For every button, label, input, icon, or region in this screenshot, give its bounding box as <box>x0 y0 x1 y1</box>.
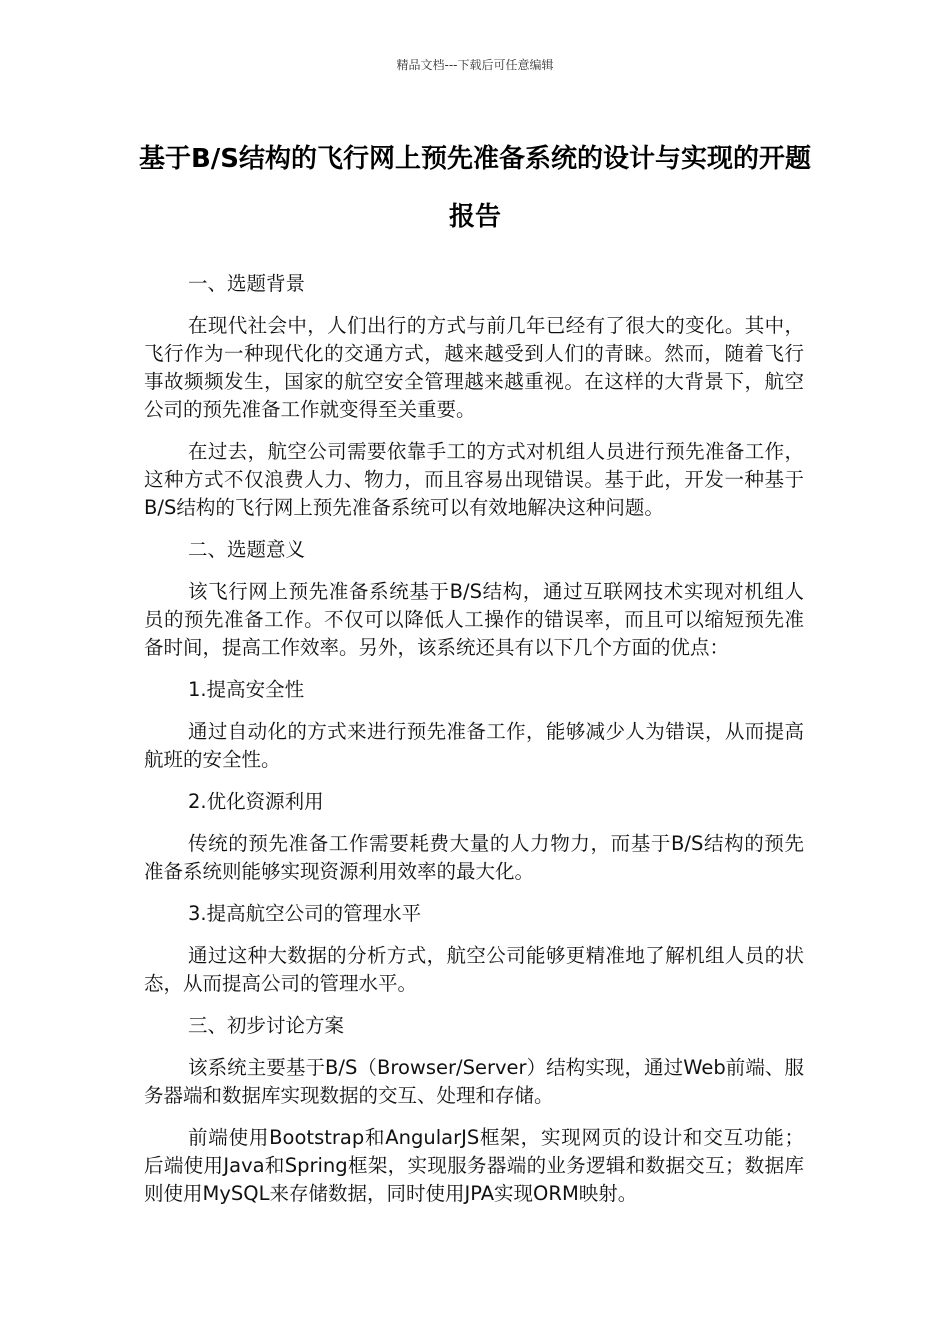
section-heading-plan: 三、初步讨论方案 <box>188 1014 345 1037</box>
paragraph-plan-2: 前端使用Bootstrap和AngularJS框架，实现网页的设计和交互功能；后端使用Java和Spring框架，实现服务器端的业务逻辑和数据交互；数据库则使用MySQL来存储数据，同时使用JPA实现ORM映射。 <box>144 1126 804 1205</box>
subheading-resources: 2.优化资源利用 <box>188 790 324 813</box>
paragraph-background-1: 在现代社会中，人们出行的方式与前几年已经有了很大的变化。其中，飞行作为一种现代化的交通方式，越来越受到人们的青睐。然而，随着飞行事故频频发生，国家的航空安全管理越来越重视。在这样的大背景下，航空公司的预先准备工作就变得至关重要。 <box>144 314 804 421</box>
subheading-safety: 1.提高安全性 <box>188 678 305 701</box>
paragraph-resources: 传统的预先准备工作需要耗费大量的人力物力，而基于B/S结构的预先准备系统则能够实现资源利用效率的最大化。 <box>144 832 804 883</box>
subheading-management: 3.提高航空公司的管理水平 <box>188 902 422 925</box>
section-heading-significance: 二、选题意义 <box>188 538 306 561</box>
paragraph-plan-1: 该系统主要基于B/S（Browser/Server）结构实现，通过Web前端、服务器端和数据库实现数据的交互、处理和存储。 <box>144 1056 804 1107</box>
paragraph-management: 通过这种大数据的分析方式，航空公司能够更精准地了解机组人员的状态，从而提高公司的管理水平。 <box>144 944 804 995</box>
paragraph-significance: 该飞行网上预先准备系统基于B/S结构，通过互联网技术实现对机组人员的预先准备工作。不仅可以降低人工操作的错误率，而且可以缩短预先准备时间，提高工作效率。另外，该系统还具有以下几个方面的优点： <box>144 580 804 659</box>
header-note: 精品文档---下载后可任意编辑 <box>396 58 554 72</box>
paragraph-safety: 通过自动化的方式来进行预先准备工作，能够减少人为错误，从而提高航班的安全性。 <box>144 720 804 771</box>
document-title: 基于B/S结构的飞行网上预先准备系统的设计与实现的开题报告 <box>138 144 812 232</box>
paragraph-background-2: 在过去，航空公司需要依靠手工的方式对机组人员进行预先准备工作，这种方式不仅浪费人力、物力，而且容易出现错误。基于此，开发一种基于B/S结构的飞行网上预先准备系统可以有效地解决这种问题。 <box>144 440 804 519</box>
document-body <box>144 270 804 1222</box>
section-heading-background: 一、选题背景 <box>188 272 306 295</box>
